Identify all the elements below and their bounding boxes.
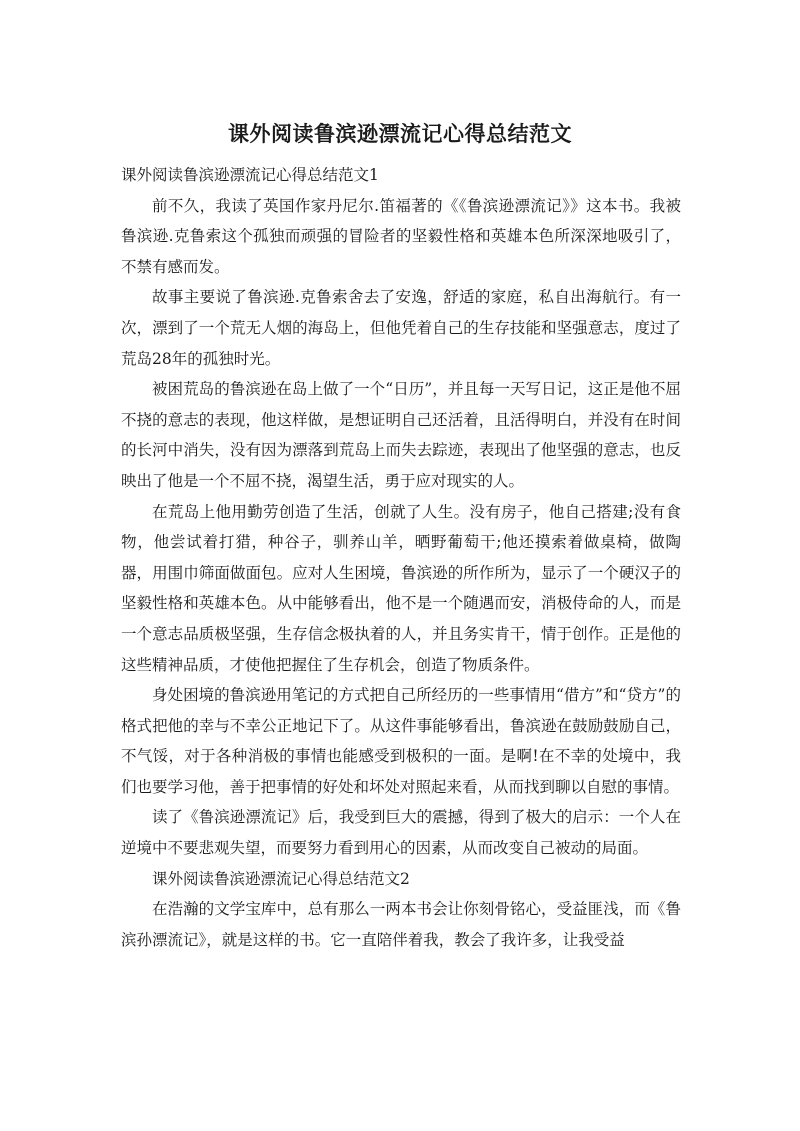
paragraph: 身处困境的鲁滨逊用笔记的方式把自己所经历的一些事情用“借方”和“贷方”的格式把他的幸与不幸公正地记下了。从这件事能够看出，鲁滨逊在鼓励鼓励自己，不气馁，对于各种消极的事情也能感受到极积的一面。是啊!在不幸的处境中，我们也要学习他，善于把事情的好处和坏处对照起来看，从而找到聊以自慰的事情。	[121, 686, 681, 796]
document-body	[121, 160, 681, 955]
paragraph: 被困荒岛的鲁滨逊在岛上做了一个“日历”，并且每一天写日记，这正是他不屈不挠的意志的表现，他这样做，是想证明自己还活着，且活得明白，并没有在时间的长河中消失，没有因为漂落到荒岛上而失去踪迹，表现出了他坚强的意志，也反映出了他是一个不屈不挠，渴望生活，勇于应对现实的人。	[121, 380, 681, 490]
paragraph: 读了《鲁滨逊漂流记》后，我受到巨大的震撼，得到了极大的启示：一个人在逆境中不要悲观失望，而要努力看到用心的因素，从而改变自己被动的局面。	[121, 808, 681, 858]
document-title: 课外阅读鲁滨逊漂流记心得总结范文	[228, 122, 572, 146]
section-heading: 课外阅读鲁滨逊漂流记心得总结范文1	[121, 166, 379, 184]
paragraph: 故事主要说了鲁滨逊.克鲁索舍去了安逸，舒适的家庭，私自出海航行。有一次，漂到了一个荒无人烟的海岛上，但他凭着自己的生存技能和坚强意志，度过了荒岛28年的孤独时光。	[121, 288, 681, 368]
section-heading: 课外阅读鲁滨逊漂流记心得总结范文2	[152, 869, 410, 888]
paragraph: 在荒岛上他用勤劳创造了生活，创就了人生。没有房子，他自己搭建;没有食物，他尝试着打猎，种谷子，驯养山羊，晒野葡萄干;他还摸索着做桌椅，做陶器，用围巾筛面做面包。应对人生困境，鲁滨逊的所作所为，显示了一个硬汉子的坚毅性格和英雄本色。从中能够看出，他不是一个随遇而安，消极侍命的人，而是一个意志品质极坚强，生存信念极执着的人，并且务实肯干，情于创作。正是他的这些精神品质，才使他把握住了生存机会，创造了物质条件。	[121, 502, 681, 674]
paragraph: 前不久，我读了英国作家丹尼尔.笛福著的《《鲁滨逊漂流记》》这本书。我被鲁滨逊.克鲁索这个孤独而顽强的冒险者的坚毅性格和英雄本色所深深地吸引了，不禁有感而发。	[121, 196, 681, 276]
paragraph: 在浩瀚的文学宝库中，总有那么一两本书会让你刻骨铭心，受益匪浅，而《鲁滨孙漂流记》，就是这样的书。它一直陪伴着我，教会了我许多，让我受益	[121, 900, 681, 949]
